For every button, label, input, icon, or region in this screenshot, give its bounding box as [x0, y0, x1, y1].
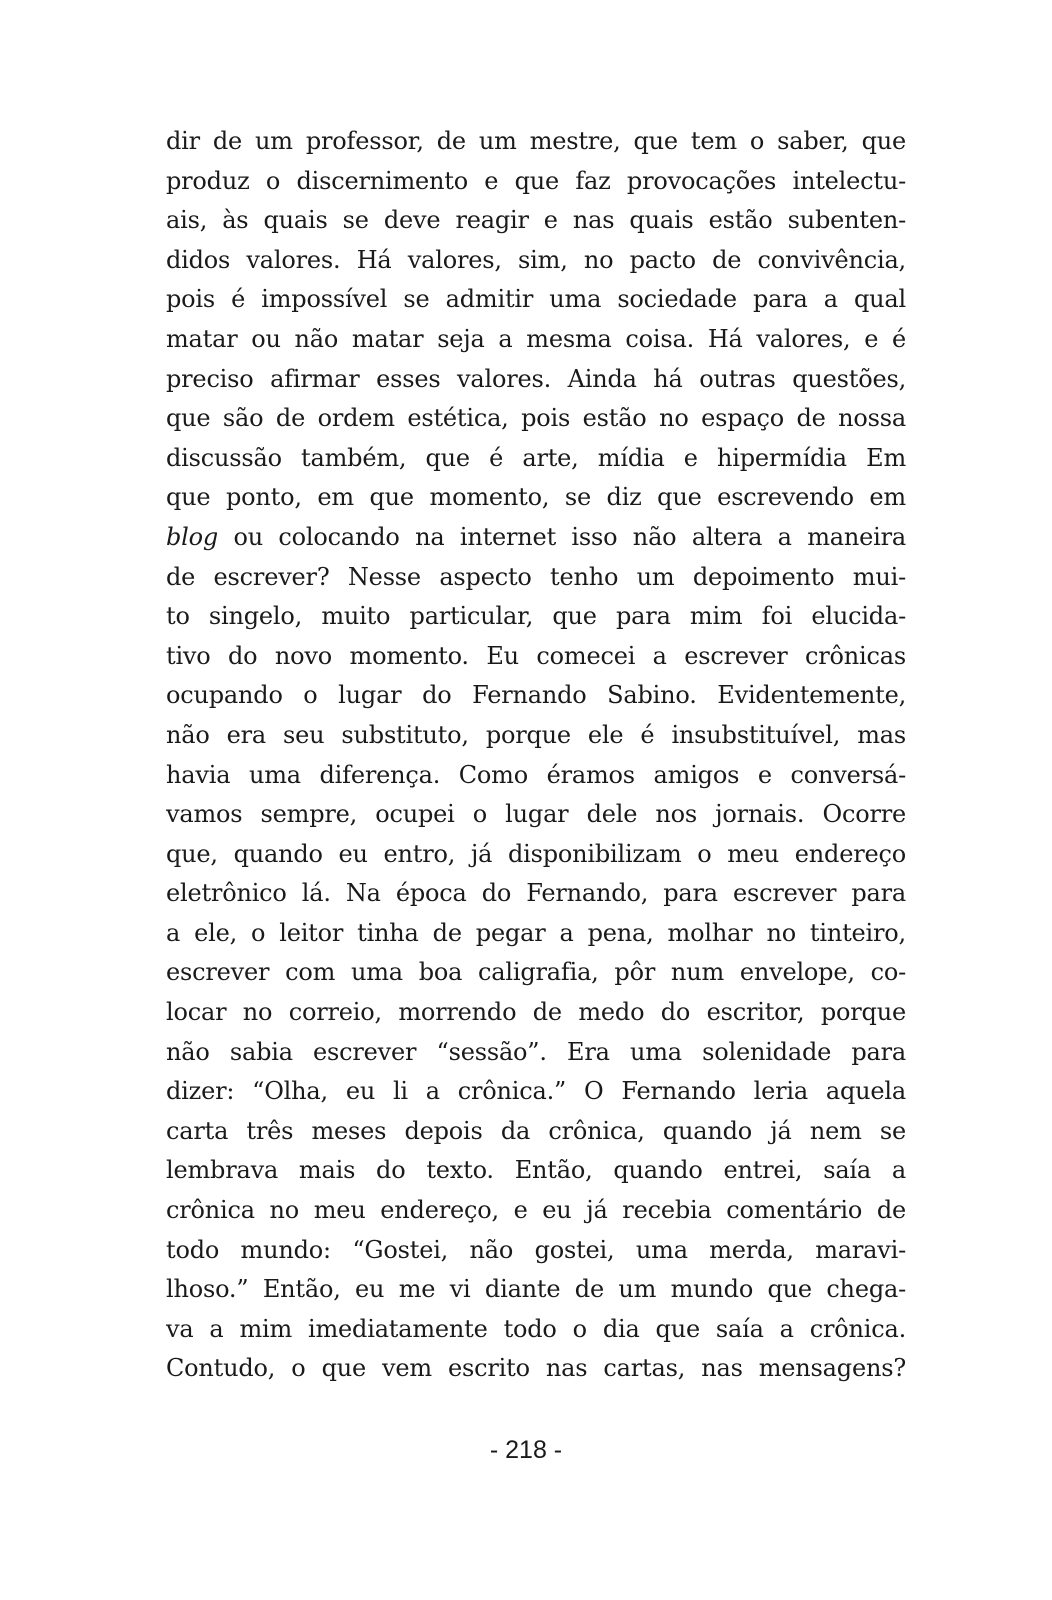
- body-text: [166, 122, 906, 1429]
- text-line: que são de ordem estética, pois estão no espaço de nossa: [166, 404, 906, 433]
- text-line: não sabia escrever “sessão”. Era uma solenidade para: [166, 1037, 906, 1066]
- text-line: que ponto, em que momento, se diz que escrevendo em: [166, 483, 906, 512]
- text-line: que, quando eu entro, já disponibilizam o meu endereço: [166, 839, 906, 868]
- text-line-rest: ou colocando na internet isso não altera a maneira: [233, 522, 906, 551]
- text-line: produz o discernimento e que faz provocações intelectu-: [166, 166, 906, 195]
- italic-word: blog: [166, 522, 219, 551]
- text-line: ais, às quais se deve reagir e nas quais estão subenten-: [166, 206, 906, 235]
- text-line: a ele, o leitor tinha de pegar a pena, molhar no tinteiro,: [166, 918, 906, 947]
- text-line: escrever com uma boa caligrafia, pôr num envelope, co-: [166, 958, 906, 987]
- text-line: [166, 518, 906, 558]
- text-line: tivo do novo momento. Eu comecei a escrever crônicas: [166, 641, 906, 670]
- text-line: dizer: “Olha, eu li a crônica.” O Fernando leria aquela: [166, 1077, 906, 1106]
- text-line: lembrava mais do texto. Então, quando entrei, saía a: [166, 1156, 906, 1185]
- text-line: [166, 1389, 906, 1429]
- text-line: eletrônico lá. Na época do Fernando, para escrever para: [166, 879, 906, 908]
- text-line: preciso afirmar esses valores. Ainda há outras questões,: [166, 364, 906, 393]
- text-line: crônica no meu endereço, e eu já recebia comentário de: [166, 1196, 906, 1225]
- text-line: de escrever? Nesse aspecto tenho um depoimento mui-: [166, 562, 906, 591]
- text-line: vamos sempre, ocupei o lugar dele nos jornais. Ocorre: [166, 800, 906, 829]
- text-line: carta três meses depois da crônica, quando já nem se: [166, 1116, 906, 1145]
- text-line: locar no correio, morrendo de medo do escritor, porque: [166, 998, 906, 1027]
- text-line: havia uma diferença. Como éramos amigos e conversá-: [166, 760, 906, 789]
- text-line: didos valores. Há valores, sim, no pacto de convivência,: [166, 245, 906, 274]
- text-line: Contudo, o que vem escrito nas cartas, nas mensagens?: [166, 1354, 906, 1383]
- text-line: to singelo, muito particular, que para mim foi elucida-: [166, 602, 906, 631]
- text-line: dir de um professor, de um mestre, que tem o saber, que: [166, 127, 906, 155]
- page-number: - 218 -: [489, 1436, 563, 1464]
- text-line: lhoso.” Então, eu me vi diante de um mundo que chega-: [166, 1275, 906, 1304]
- text-line: não era seu substituto, porque ele é insubstituível, mas: [166, 720, 906, 749]
- text-line: ocupando o lugar do Fernando Sabino. Evidentemente,: [166, 681, 906, 710]
- text-line: discussão também, que é arte, mídia e hipermídia Em: [166, 443, 906, 472]
- text-line: todo mundo: “Gostei, não gostei, uma merda, maravi-: [166, 1235, 906, 1264]
- text-line: pois é impossível se admitir uma sociedade para a qual: [166, 285, 906, 314]
- text-line: va a mim imediatamente todo o dia que saía a crônica.: [166, 1314, 906, 1343]
- text-line: matar ou não matar seja a mesma coisa. Há valores, e é: [166, 324, 906, 353]
